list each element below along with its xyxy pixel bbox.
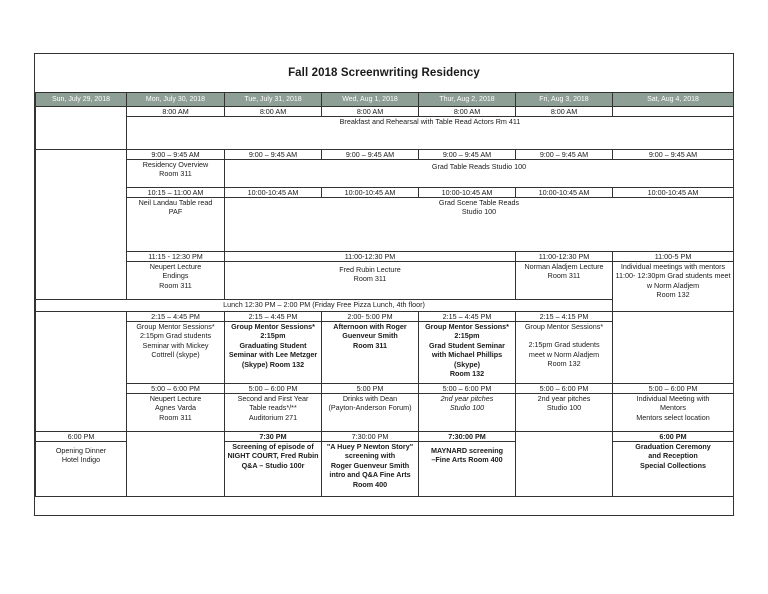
tue-night-cell (225, 442, 322, 497)
time-row-215 (36, 312, 734, 322)
tue-night-line-3: Q&A – Studio 100r (241, 460, 305, 470)
aladjem-lecture-line: Norman Aladjem Lecture (524, 262, 604, 271)
day-header-sat: Sat, Aug 4, 2018 (613, 93, 734, 107)
sat-evening-line-3: Mentors select location (636, 412, 710, 422)
rubin-lecture-line: Fred Rubin Lecture (339, 265, 401, 274)
wed-night-line-4: intro and Q&A Fine Arts (329, 470, 411, 480)
sat-mentor-room: Room 132 (656, 290, 690, 300)
tue-afternoon-line-4: Seminar with Lee Metzger (228, 350, 318, 360)
tue-evening-line-3: Auditorium 271 (248, 412, 298, 422)
time-fri-800: 8:00 AM (516, 107, 613, 117)
day-header-wed: Wed, Aug 1, 2018 (322, 93, 419, 107)
breakfast-cell: Breakfast and Rehearsal with Table Read Actors Rm 411 (127, 117, 734, 150)
day-header-thu: Thur, Aug 2, 2018 (419, 93, 516, 107)
thu-afternoon-line-2: 2:15pm (454, 331, 480, 341)
thu-night-line-2: –Fine Arts Room 400 (431, 455, 503, 465)
aladjem-lecture-room: Room 311 (547, 271, 581, 281)
mon-overview-cell (127, 160, 225, 188)
mon-afternoon-line-4: Cottrell (skype) (151, 350, 200, 360)
sat-mentor-grad: 11:00- 12:30pm Grad students meet w Norm Aladjem (615, 271, 731, 290)
sun-dinner-line-2: Hotel Indigo (61, 455, 101, 465)
fri-evening-cell (516, 394, 613, 432)
sat-night-line-2: and Reception (648, 451, 698, 461)
time-sat-1100: 11:00-5 PM (613, 252, 734, 262)
thu-afternoon-cell (419, 322, 516, 384)
tue-night-line-2: NIGHT COURT, Fred Rubin (227, 451, 319, 461)
tue-evening-line-1: Second and First Year (237, 394, 309, 403)
time-mon-1015: 10:15 – 11:00 AM (127, 188, 225, 198)
grad-scene-line: Grad Scene Table Reads (438, 198, 520, 207)
wed-afternoon-line-3: Room 311 (353, 340, 387, 350)
wed-night-cell (322, 442, 419, 497)
time-tue-900: 9:00 – 9:45 AM (225, 150, 322, 160)
grad-scene-room: Studio 100 (461, 207, 497, 217)
thu-afternoon-line-5: (Skype) (454, 359, 480, 369)
sun-dinner-line-1: Opening Dinner (55, 446, 107, 455)
time-sat-800-empty (613, 107, 734, 117)
day-header-mon: Mon, July 30, 2018 (127, 93, 225, 107)
sun-empty-cell-3 (36, 312, 127, 432)
time-mon-800: 8:00 AM (127, 107, 225, 117)
tue-afternoon-line-5: (Skype) Room 132 (241, 359, 305, 369)
time-wed-1000: 10:00-10:45 AM (322, 188, 419, 198)
time-wed-900: 9:00 – 9:45 AM (322, 150, 419, 160)
sat-evening-line-1: Individual Meeting with (636, 394, 710, 403)
time-tue-500: 5:00 – 6:00 PM (225, 384, 322, 394)
morning-session-row (36, 160, 734, 188)
sat-mentor-meetings-cell (613, 262, 734, 312)
thu-afternoon-line-4: with Michael Phillips (431, 350, 503, 360)
time-wed-800: 8:00 AM (322, 107, 419, 117)
wed-evening-line-1: Drinks with Dean (342, 394, 398, 403)
wed-night-line-5: Room 400 (352, 479, 388, 489)
mon-evening-cell (127, 394, 225, 432)
wed-afternoon-line-1: Afternoon with Roger (333, 322, 407, 331)
mon-landau-line: Neil Landau Table read (138, 198, 213, 207)
mon-neupert-endings-cell (127, 262, 225, 300)
mon-afternoon-line-1: Group Mentor Sessions* (136, 322, 215, 331)
time-tue-1000: 10:00-10:45 AM (225, 188, 322, 198)
sun-dinner-cell (36, 442, 127, 497)
sat-night-line-3: Special Collections (640, 460, 706, 470)
tue-afternoon-line-2: 2:15pm (260, 331, 286, 341)
time-thu-500: 5:00 – 6:00 PM (419, 384, 516, 394)
time-row-500 (36, 384, 734, 394)
sun-empty-cell (36, 107, 127, 150)
time-tue-730: 7:30 PM (225, 432, 322, 442)
wed-evening-cell (322, 394, 419, 432)
evening-session-row (36, 394, 734, 432)
tue-evening-line-2: Table reads*/** (249, 403, 297, 413)
sat-mentor-line: Individual meetings with mentors (620, 262, 726, 271)
day-header-fri: Fri, Aug 3, 2018 (516, 93, 613, 107)
sat-afternoon-empty (613, 312, 734, 384)
time-wed-200: 2:00- 5:00 PM (322, 312, 419, 322)
thu-evening-cell (419, 394, 516, 432)
mon-afternoon-line-3: Seminar with Mickey (142, 340, 209, 350)
fri-afternoon-line-3: meet w Norm Aladjem (528, 349, 600, 359)
thu-evening-line-1: 2nd year pitches (440, 394, 494, 403)
thu-afternoon-line-3: Grad Student Seminar (429, 340, 505, 350)
wed-afternoon-line-2: Guenveur Smith (342, 331, 398, 341)
day-header-sun: Sun, July 29, 2018 (36, 93, 127, 107)
fri-evening-line-1: 2nd year pitches (537, 394, 591, 403)
tue-afternoon-cell (225, 322, 322, 384)
tue-afternoon-line-3: Graduating Student (239, 340, 307, 350)
time-fri-500: 5:00 – 6:00 PM (516, 384, 613, 394)
tue-night-line-1: Screening of episode of (232, 442, 314, 451)
aladjem-lecture-cell (516, 262, 613, 300)
time-wed-730: 7:30:00 PM (322, 432, 419, 442)
time-tue-thu-1100: 11:00-12:30 PM (225, 252, 516, 262)
time-sat-1000: 10:00-10:45 AM (613, 188, 734, 198)
lunch-cell: Lunch 12:30 PM – 2:00 PM (Friday Free Pizza Lunch, 4th floor) (36, 300, 613, 312)
time-tue-800: 8:00 AM (225, 107, 322, 117)
fri-afternoon-line-4: Room 132 (547, 359, 581, 369)
sat-night-cell (613, 442, 734, 497)
tue-evening-cell (225, 394, 322, 432)
time-mon-215: 2:15 – 4:45 PM (127, 312, 225, 322)
sat-evening-line-2: Mentors (660, 403, 686, 413)
time-row-800 (36, 107, 734, 117)
fri-afternoon-cell (516, 322, 613, 384)
time-row-night (36, 432, 734, 442)
wed-night-line-1: "A Huey P Newton Story" (326, 442, 414, 451)
time-row-1100 (36, 252, 734, 262)
time-sun-600: 6:00 PM (36, 432, 127, 442)
mon-overview-room: Room 311 (159, 169, 192, 179)
time-tue-215: 2:15 – 4:45 PM (225, 312, 322, 322)
time-mon-1115: 11:15 - 12:30 PM (127, 252, 225, 262)
time-fri-1000: 10:00-10:45 AM (516, 188, 613, 198)
schedule-table (35, 92, 734, 497)
mon-evening-line-1: Neupert Lecture (149, 394, 202, 403)
mon-night-empty (127, 432, 225, 497)
mon-afternoon-cell (127, 322, 225, 384)
wed-evening-line-2: (Payton-Anderson Forum) (328, 403, 412, 413)
time-wed-500: 5:00 PM (322, 384, 419, 394)
sat-evening-cell (613, 394, 734, 432)
mon-evening-line-3: Room 311 (159, 412, 192, 422)
sun-empty-cell-2 (36, 150, 127, 300)
mon-neupert-room: Room 311 (159, 280, 192, 290)
sat-night-line-1: Graduation Ceremony (635, 442, 711, 451)
fri-afternoon-line-2: 2:15pm Grad students (528, 340, 600, 350)
thu-afternoon-line-1: Group Mentor Sessions* (425, 322, 509, 331)
wed-night-line-2: screening with (344, 451, 396, 461)
wed-night-line-3: Roger Guenveur Smith (330, 460, 410, 470)
mon-afternoon-line-2: 2:15pm Grad students (139, 331, 212, 341)
time-thu-215: 2:15 – 4:45 PM (419, 312, 516, 322)
time-mon-900: 9:00 – 9:45 AM (127, 150, 225, 160)
fri-afternoon-line-1: Group Mentor Sessions* (524, 322, 604, 331)
day-header-row (36, 93, 734, 107)
day-header-tue: Tue, July 31, 2018 (225, 93, 322, 107)
time-thu-1000: 10:00-10:45 AM (419, 188, 516, 198)
thu-night-cell (419, 442, 516, 497)
time-sat-500: 5:00 – 6:00 PM (613, 384, 734, 394)
document-title: Fall 2018 Screenwriting Residency (288, 67, 480, 79)
wed-afternoon-cell (322, 322, 419, 384)
schedule-sheet (34, 53, 734, 516)
time-mon-500: 5:00 – 6:00 PM (127, 384, 225, 394)
time-thu-800: 8:00 AM (419, 107, 516, 117)
thu-night-line-1: MAYNARD screening (430, 446, 504, 455)
mon-evening-line-2: Agnes Varda (154, 403, 197, 413)
time-thu-730: 7:30:00 PM (419, 432, 516, 442)
thu-evening-line-2: Studio 100 (449, 403, 485, 413)
tue-afternoon-line-1: Group Mentor Sessions* (231, 322, 315, 331)
grad-table-reads-cell: Grad Table Reads Studio 100 (225, 160, 734, 188)
time-row-900 (36, 150, 734, 160)
time-sat-900: 9:00 – 9:45 AM (613, 150, 734, 160)
fri-night-empty (516, 432, 613, 497)
rubin-lecture-cell (225, 262, 516, 300)
time-fri-900: 9:00 – 9:45 AM (516, 150, 613, 160)
mon-neupert-topic: Endings (162, 271, 189, 281)
time-sat-600: 6:00 PM (613, 432, 734, 442)
midmorning-session-row (36, 198, 734, 252)
rubin-lecture-room: Room 311 (353, 274, 387, 284)
time-thu-900: 9:00 – 9:45 AM (419, 150, 516, 160)
mon-landau-cell (127, 198, 225, 252)
mon-landau-room: PAF (168, 207, 183, 217)
time-row-1000 (36, 188, 734, 198)
grad-scene-cell (225, 198, 734, 252)
late-morning-session-row (36, 262, 734, 300)
mon-overview-line: Residency Overview (142, 160, 209, 169)
mon-neupert-line: Neupert Lecture (149, 262, 202, 271)
thu-afternoon-line-6: Room 132 (449, 369, 485, 379)
breakfast-row (36, 117, 734, 150)
time-fri-1100: 11:00-12:30 PM (516, 252, 613, 262)
time-fri-215: 2:15 – 4:15 PM (516, 312, 613, 322)
fri-evening-line-2: Studio 100 (546, 403, 582, 413)
